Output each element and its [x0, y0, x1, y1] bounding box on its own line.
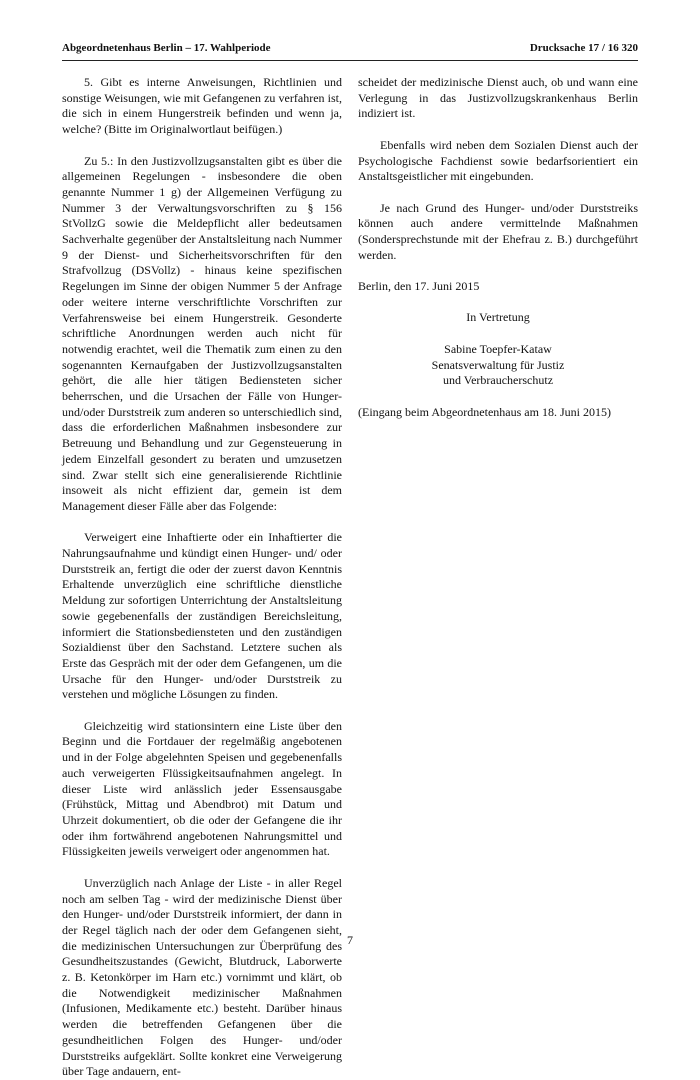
- receipt-note: (Eingang beim Abgeordnetenhaus am 18. Juni 2015): [358, 404, 611, 419]
- paragraph-continuation: scheidet der medizinische Dienst auch, ob und wann eine Verlegung in das Justizvollzugskrankenhaus Berlin indiziert ist.: [358, 75, 638, 121]
- question-5: 5. Gibt es interne Anweisungen, Richtlinien und sonstige Weisungen, wie mit Gefangenen zu verfahren ist, die sich in einem Hungerstreik befinden und wenn ja, welche? (Bitte im Originalwortlaut beifügen.): [62, 75, 342, 137]
- signature-block: [358, 342, 638, 389]
- paragraph-meldung: Verweigert eine Inhaftierte oder ein Inhaftierter die Nahrungsaufnahme und kündigt einen Hunger- und/ oder Durststreik an, fertigt die oder der zuerst davon Kenntnis Erhaltende unverzüglich eine schriftliche dienstliche Meldung zur sofortigen Unterrichtung der Anstaltsleitung sowie gegebenenfalls der zuständigen Bereichsleitung, informiert die Stationsbediensteten und den zuständigen Sozialdienst über den Sachstand. Letztere suchen als Erste das Gespräch mit der oder dem Gefangenen, um die Ursache für den Hunger- und/oder Durststreik zu verstehen und mögliche Lösungen zu finden.: [62, 530, 342, 702]
- paragraph-medizinischer-dienst: Unverzüglich nach Anlage der Liste - in aller Regel noch am selben Tag - wird der medizinische Dienst über den Hunger- und/oder Durststreik informiert, der dann in der Regel täglich nach der oder dem Gefangenen sieht, die medizinischen Untersuchungen zur Überprüfung des Gesundheitszustandes (Gewicht, Blutdruck, Laborwerte z. B. Ketonkörper im Harn etc.) vornimmt und klärt, ob die Notwendigkeit medizinischer Maßnahmen (Infusionen, Medikamente etc.) besteht. Darüber hinaus werden die betreffenden Gefangenen über die gesundheitlichen Folgen des Hunger- und/oder Durststreiks aufgeklärt. Sollte konkret eine Verweigerung über Tage andauern, ent-: [62, 875, 342, 1079]
- date-line: Berlin, den 17. Juni 2015: [358, 279, 480, 294]
- header-document-number: Drucksache 17 / 16 320: [529, 42, 638, 54]
- paragraph-fachdienst: Ebenfalls wird neben dem Sozialen Dienst auch der Psychologische Fachdienst sowie bedarfsorientiert ein Anstaltsgeistlicher mit eingebunden.: [358, 137, 638, 184]
- answer-5: Zu 5.: In den Justizvollzugsanstalten gibt es über die allgemeinen Regelungen - insbesondere die oben genannte Nummer 1 g) der Allgemeinen Verfügung zu Nummer 3 der Verwaltungsvorschriften zu § 156 StVollzG sowie die Meldepflicht aller bedeutsamen Sachverhalte gegenüber der Anstaltsleitung nach Nummer 9 der Dienst- und Sicherheitsvorschriften für den Strafvollzug (DSVollz) - hinaus keine spezifischen Regelungen im Sinne der obigen Nummer 5 der Anfrage oder weitere interne verschriftlichte Vorschriften zur Verfahrensweise bei einem Hungerstreik. Gesonderte schriftliche Anordnungen werden auch nicht für notwendig erachtet, weil die Thematik zum einen zu den sogenannten Kernaufgaben der Justizvollzugsanstalten gehört, die alle hier tätigen Bediensteten sicher beherrschen, und die Ursachen der Fälle von Hunger- und/oder Durststreik zum anderen so unterschiedlich sind, dass die erforderlichen Maßnahmen insbesondere zur Betreuung und Behandlung und zur Gegensteuerung in jedem Einzelfall gesondert zu beraten und umzusetzen sind. Zwar stellt sich eine generalisierende Richtlinie insoweit als nicht effizient dar, gemein ist dem Management dieser Fälle aber das Folgende:: [62, 153, 342, 513]
- page-number: 7: [347, 933, 353, 947]
- signatory-office-line-2: und Verbraucherschutz: [442, 373, 554, 388]
- header-parliament: Abgeordnetenhaus Berlin – 17. Wahlperiode: [62, 42, 271, 54]
- right-column: [358, 75, 638, 420]
- signatory-name: Sabine Toepfer-Kataw: [444, 341, 552, 356]
- in-vertretung: In Vertretung: [466, 310, 530, 325]
- left-column: [62, 75, 342, 1080]
- signatory-office-line-1: Senatsverwaltung für Justiz: [431, 357, 565, 372]
- page-header: [62, 40, 638, 61]
- paragraph-massnahmen: Je nach Grund des Hunger- und/oder Durststreiks können auch andere vermittelnde Maßnahmen (Sondersprechstunde mit der Ehefrau z. B.) durchgeführt werden.: [358, 200, 638, 262]
- paragraph-liste: Gleichzeitig wird stationsintern eine Liste über den Beginn und die Fortdauer der regelmäßig angebotenen und in der Folge abgelehnten Speisen und gegebenenfalls auch verweigerten Flüssigkeitsaufnahmen angelegt. In dieser Liste wird anlässlich jeder Essensausgabe (Frühstück, Mittag und Abendbrot) mit Datum und Uhrzeit dokumentiert, ob die oder der Gefangene die ihr oder ihm fortwährend angebotenen Nahrungsmittel und Flüssigkeiten jeweils verweigert oder angenommen hat.: [62, 718, 342, 859]
